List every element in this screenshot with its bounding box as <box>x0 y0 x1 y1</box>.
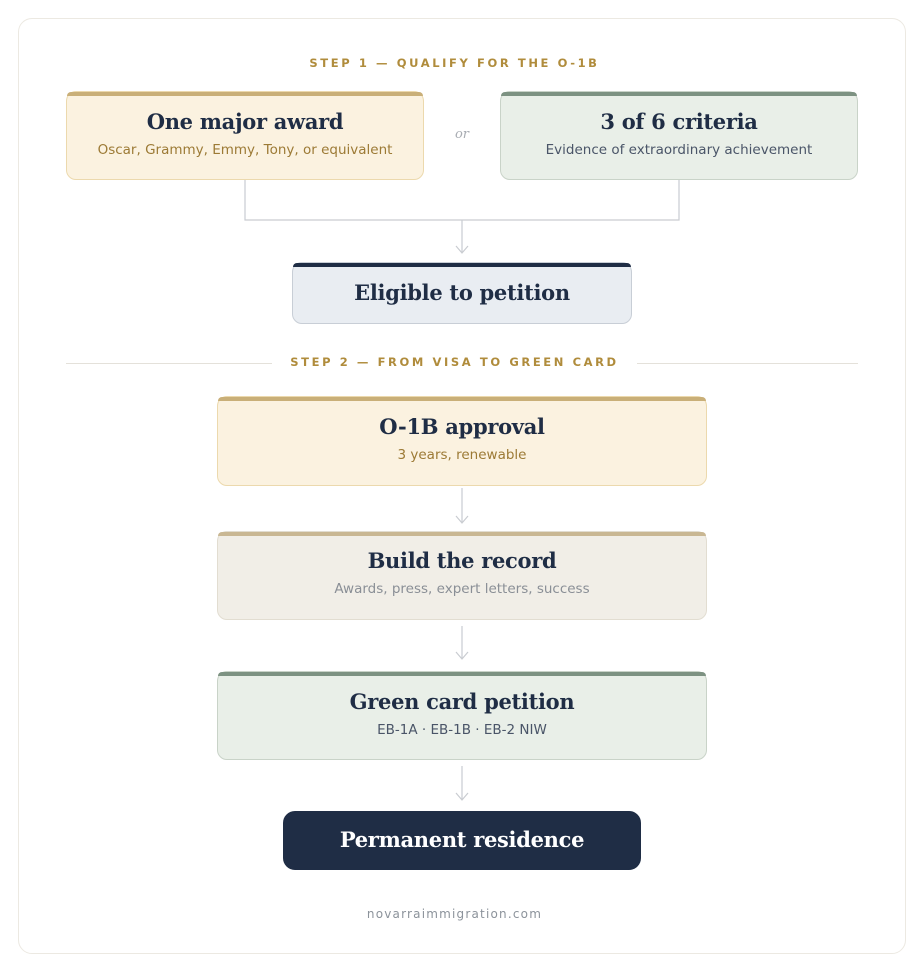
option-major-award-subtitle: Oscar, Grammy, Emmy, Tony, or equivalent <box>97 142 393 158</box>
option-criteria-accent <box>501 92 857 96</box>
build-record-subtitle: Awards, press, expert letters, success <box>334 581 590 597</box>
eligible-box <box>292 262 632 324</box>
green-card-petition-title: Green card petition <box>349 689 575 714</box>
green-card-petition-subtitle: EB-1A · EB-1B · EB-2 NIW <box>377 722 547 738</box>
o1b-approval-box <box>217 396 707 486</box>
permanent-residence-title: Permanent residence <box>339 827 585 852</box>
eligible-title: Eligible to petition <box>354 280 570 305</box>
o1b-approval-title: O-1B approval <box>379 414 545 439</box>
green-card-petition-accent <box>218 672 706 676</box>
option-criteria <box>500 91 858 180</box>
o1b-approval-subtitle: 3 years, renewable <box>397 447 527 463</box>
or-label: or <box>454 127 470 142</box>
footer-url: novarraimmigration.com <box>366 907 543 921</box>
option-major-award <box>66 91 424 180</box>
step2-label <box>0 355 909 369</box>
option-major-award-title: One major award <box>146 109 344 134</box>
build-record-box <box>217 531 707 620</box>
option-criteria-subtitle: Evidence of extraordinary achievement <box>545 142 813 158</box>
option-criteria-title: 3 of 6 criteria <box>600 109 758 134</box>
o1b-approval-accent <box>218 397 706 401</box>
step1-label: STEP 1 — QUALIFY FOR THE O-1B <box>309 56 600 70</box>
step2-label-text: STEP 2 — FROM VISA TO GREEN CARD <box>272 355 636 369</box>
eligible-accent <box>293 263 631 267</box>
permanent-residence-box <box>283 811 641 870</box>
option-major-award-accent <box>67 92 423 96</box>
green-card-petition-box <box>217 671 707 760</box>
build-record-accent <box>218 532 706 536</box>
build-record-title: Build the record <box>367 548 557 573</box>
merge-connector <box>245 180 679 220</box>
